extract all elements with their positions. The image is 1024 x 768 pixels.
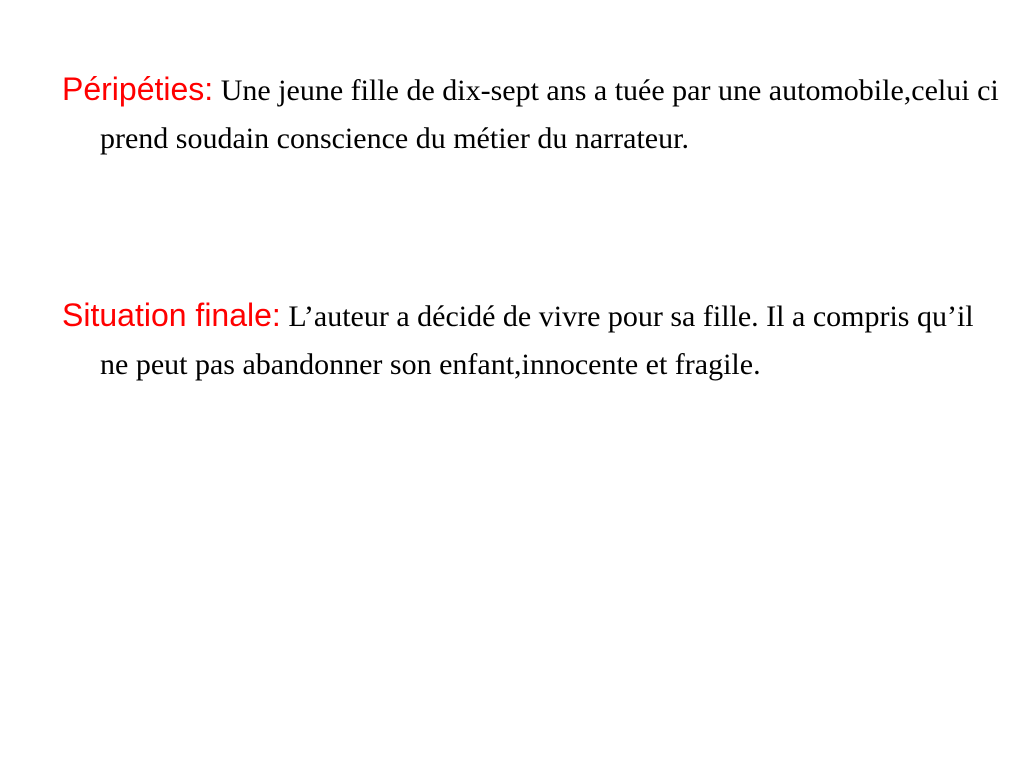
section-text: Une jeune fille de dix-sept ans a tuée par une automobile,celui ci prend soudain conscience du métier du narrateur. — [100, 74, 999, 155]
section-heading: Situation finale: — [62, 297, 281, 333]
section-situation-finale — [62, 291, 1000, 389]
section-peripeties — [62, 65, 1000, 163]
section-heading: Péripéties: — [62, 71, 214, 107]
section-text: L’auteur a décidé de vivre pour sa fille. Il a compris qu’il ne peut pas abandonner son enfant,innocente et fragile. — [100, 300, 974, 381]
